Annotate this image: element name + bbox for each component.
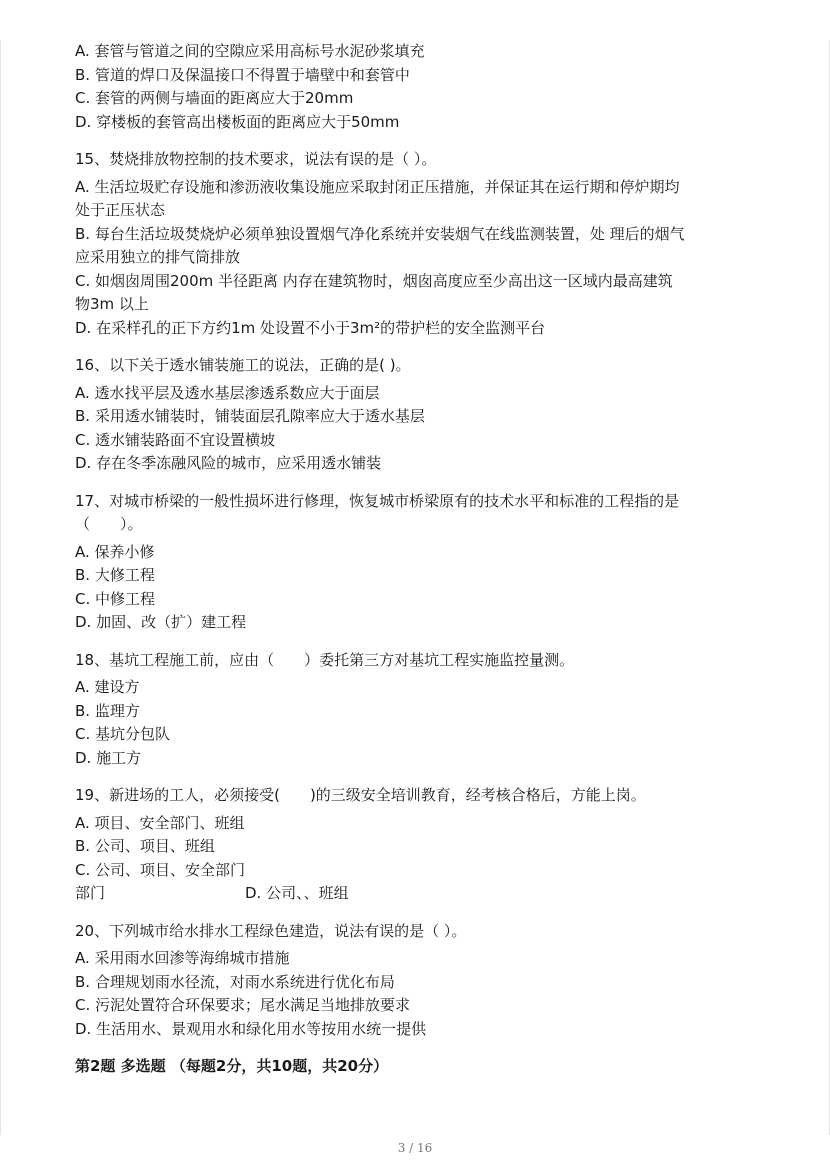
- option-c: C. 公司、项目、安全部门: [75, 860, 246, 879]
- option-split-row: [75, 882, 775, 906]
- option-d: D. 公司、、班组: [245, 884, 349, 902]
- option-c: C. 中修工程: [75, 589, 156, 608]
- question-15: [75, 148, 775, 340]
- question-title: 18、基坑工程施工前，应由（ ）委托第三方对基坑工程实施监控量测。: [75, 650, 575, 669]
- option-a: A. 透水找平层及透水基层渗透系数应大于面层: [75, 383, 380, 402]
- option-d: D. 穿楼板的套管高出楼板面的距离应大于50mm: [75, 112, 400, 131]
- option-c: C. 套管的两侧与墙面的距离应大于20mm: [75, 89, 354, 107]
- question-20: [75, 920, 775, 1042]
- page-content: [75, 40, 775, 1079]
- question-title: 16、以下关于透水铺装施工的说法，正确的是( )。: [75, 356, 411, 374]
- question-title-cont: （ ）。: [75, 515, 143, 533]
- option-b-cont: 应采用独立的排气筒排放: [75, 248, 241, 266]
- question-16: [75, 354, 775, 476]
- option-a-cont: 处于正压状态: [75, 201, 166, 219]
- option-c: C. 如烟囱周围200m 半径距离 内存在建筑物时，烟囱高度应至少高出这一区域内最高建筑: [75, 271, 673, 290]
- option-a: A. 采用雨水回渗等海绵城市措施: [75, 949, 290, 967]
- option-c: C. 污泥处置符合环保要求；尾水满足当地排放要求: [75, 996, 411, 1014]
- question-18: [75, 649, 775, 771]
- option-a: A. 套管与管道之间的空隙应采用高标号水泥砂浆填充: [75, 42, 425, 60]
- option-c: C. 透水铺装路面不宜设置横坡: [75, 430, 276, 449]
- option-a: A. 项目、安全部门、班组: [75, 813, 245, 832]
- question-title: 17、对城市桥梁的一般性损坏进行修理，恢复城市桥梁原有的技术水平和标准的工程指的是: [75, 491, 680, 510]
- option-a: A. 生活垃圾贮存设施和渗沥液收集设施应采取封闭正压措施，并保证其在运行期和停炉期均: [75, 177, 680, 196]
- question-title: 19、新进场的工人，必须接受( )的三级安全培训教育，经考核合格后，方能上岗。: [75, 786, 646, 804]
- option-b: B. 管道的焊口及保温接口不得置于墙壁中和套管中: [75, 65, 410, 84]
- option-d: D. 存在冬季冻融风险的城市，应采用透水铺装: [75, 454, 382, 472]
- option-b: B. 公司、项目、班组: [75, 837, 215, 855]
- question-17: [75, 490, 775, 635]
- question-title: 20、下列城市给水排水工程绿色建造，说法有误的是（ ）。: [75, 921, 467, 940]
- stray-text: 部门: [75, 884, 106, 902]
- option-b: B. 合理规划雨水径流，对雨水系统进行优化布局: [75, 972, 395, 991]
- question-title: 15、焚烧排放物控制的技术要求，说法有误的是（ ）。: [75, 150, 437, 168]
- option-d: D. 生活用水、景观用水和绿化用水等按用水统一提供: [75, 1019, 427, 1038]
- section-heading: 第2题 多选题 （每题2分，共10题，共20分）: [75, 1057, 389, 1075]
- option-d: D. 加固、改（扩）建工程: [75, 613, 247, 631]
- option-c: C. 基坑分包队: [75, 725, 171, 743]
- option-b: B. 每台生活垃圾焚烧炉必须单独设置烟气净化系统并安装烟气在线监测装置，处 理后的烟气: [75, 224, 685, 243]
- option-b: B. 采用透水铺装时，铺装面层孔隙率应大于透水基层: [75, 407, 425, 425]
- option-b: B. 监理方: [75, 701, 140, 720]
- option-b: B. 大修工程: [75, 566, 155, 584]
- option-d: D. 在采样孔的正下方约1m 处设置不小于3m²的带护栏的安全监测平台: [75, 318, 546, 337]
- option-d: D. 施工方: [75, 748, 142, 767]
- option-a: A. 建设方: [75, 678, 140, 696]
- page-indicator: 3 / 16: [397, 1141, 433, 1155]
- question-19: [75, 784, 775, 906]
- question-14-options: [75, 40, 775, 134]
- option-a: A. 保养小修: [75, 542, 155, 561]
- option-c-cont: 物3m 以上: [75, 295, 149, 313]
